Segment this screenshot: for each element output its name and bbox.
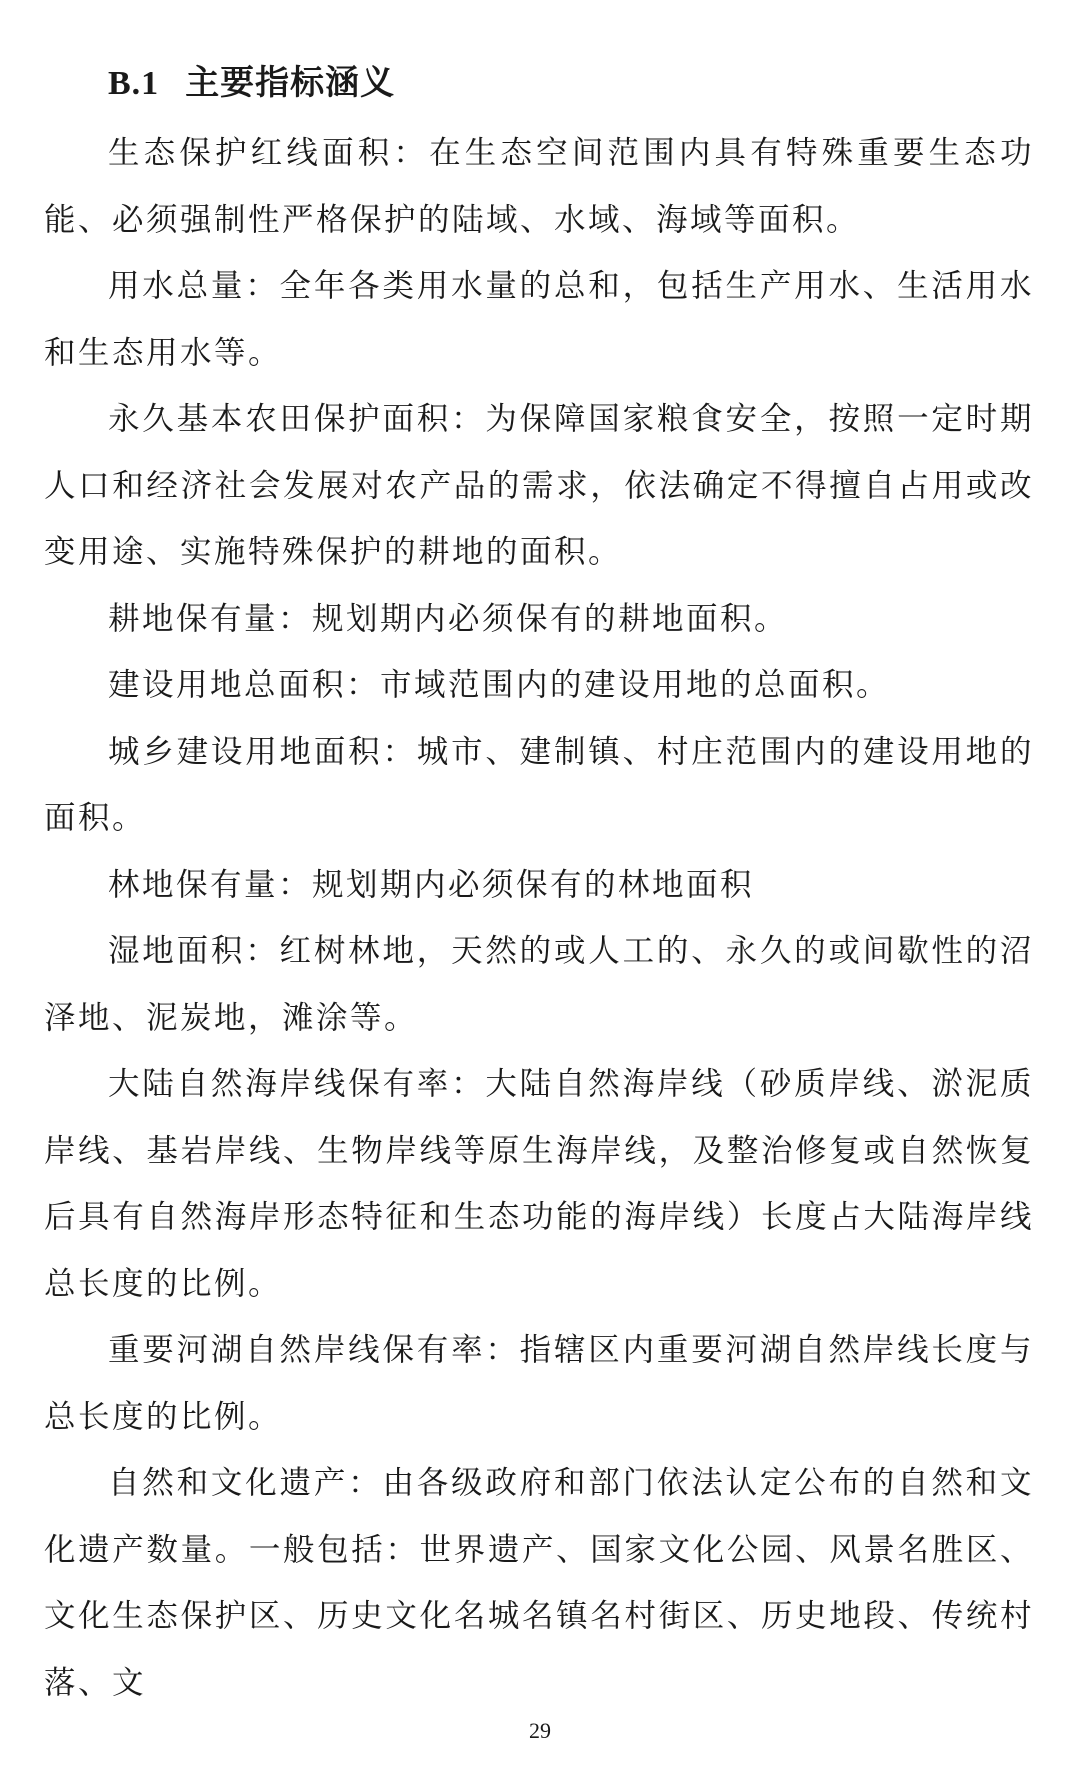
section-number: B.1 [108,65,160,102]
body-text [44,120,1034,1716]
paragraph-construction-land: 建设用地总面积：市域范围内的建设用地的总面积。 [108,667,891,703]
paragraph-ecological-redline: 生态保护红线面积：在生态空间范围内具有特殊重要生态功能、必须强制性严格保护的陆域、水域、海域等面积。 [44,135,1034,238]
paragraph-heritage: 自然和文化遗产：由各级政府和部门依法认定公布的自然和文化遗产数量。一般包括：世界遗产、国家文化公园、风景名胜区、文化生态保护区、历史文化名城名镇名村街区、历史地段、传统村落、文 [44,1465,1034,1701]
paragraph-wetland: 湿地面积：红树林地，天然的或人工的、永久的或间歇性的沼泽地、泥炭地，滩涂等。 [44,933,1034,1036]
paragraph-river-lake-shoreline: 重要河湖自然岸线保有率：指辖区内重要河湖自然岸线长度与总长度的比例。 [44,1332,1034,1435]
section-heading [108,58,395,109]
page-number: 29 [529,1718,551,1743]
paragraph-coastline: 大陆自然海岸线保有率：大陆自然海岸线（砂质岸线、淤泥质岸线、基岩岸线、生物岸线等原生海岸线，及整治修复或自然恢复后具有自然海岸形态特征和生态功能的海岸线）长度占大陆海岸线总长度的比例。 [44,1066,1034,1302]
paragraph-permanent-farmland: 永久基本农田保护面积：为保障国家粮食安全，按照一定时期人口和经济社会发展对农产品的需求，依法确定不得擅自占用或改变用途、实施特殊保护的耕地的面积。 [44,401,1034,570]
section-title: 主要指标涵义 [185,63,396,103]
paragraph-urban-rural-land: 城乡建设用地面积：城市、建制镇、村庄范围内的建设用地的面积。 [44,733,1034,836]
paragraph-total-water-use: 用水总量：全年各类用水量的总和，包括生产用水、生活用水和生态用水等。 [44,268,1034,371]
paragraph-cultivated-land: 耕地保有量：规划期内必须保有的耕地面积。 [108,600,789,637]
paragraph-forest-land: 林地保有量：规划期内必须保有的林地面积 [108,866,755,903]
